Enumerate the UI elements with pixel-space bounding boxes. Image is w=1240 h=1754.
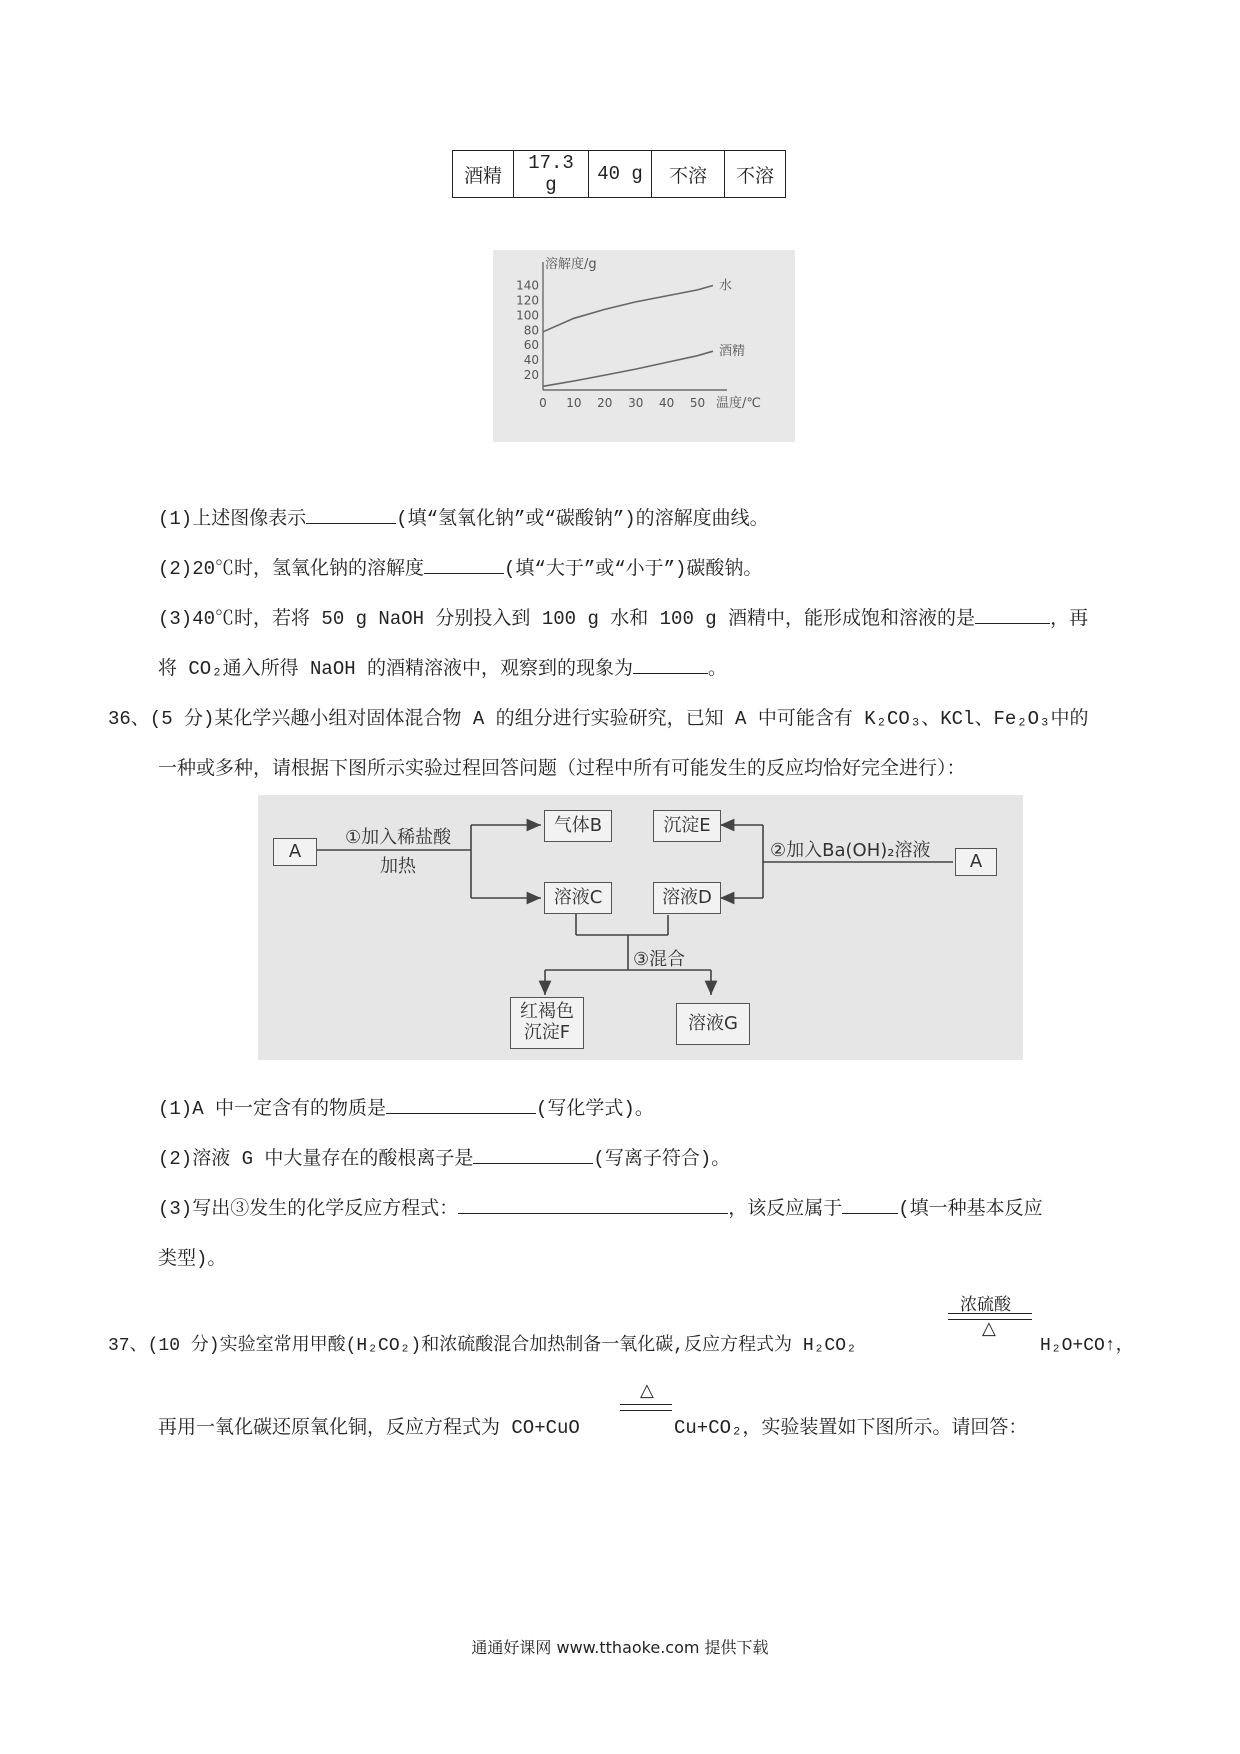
condition-heat-2: △ — [640, 1380, 654, 1401]
solubility-chart — [493, 250, 795, 442]
step3-label: ③混合 — [633, 949, 686, 970]
q36-item3-text-mid: ，该反应属于 — [728, 1198, 843, 1220]
table-cell: 40 g — [589, 151, 652, 198]
series-line — [543, 286, 713, 332]
step1-heat-label: 加热 — [380, 856, 416, 877]
q36-item1-text: (1)A 中一定含有的物质是 — [158, 1098, 387, 1120]
q35-item3-cont — [158, 653, 727, 680]
answer-blank[interactable] — [633, 653, 708, 674]
x-tick-label: 50 — [689, 396, 706, 410]
q36-item3-text-end: (填一种基本反应 — [898, 1198, 1043, 1220]
q36-item2-text-end: (写离子符合)。 — [593, 1148, 731, 1170]
equals-sign-2 — [620, 1404, 672, 1411]
q35-item3b-text: 将 CO₂通入所得 NaOH 的酒精溶液中，观察到的现象为 — [158, 658, 634, 680]
x-tick-label: 20 — [597, 396, 613, 410]
precipitate-f-line1: 红褐色 — [520, 1001, 574, 1023]
condition-heat-1: △ — [982, 1318, 996, 1339]
box-precipitate-e: 沉淀E — [653, 810, 721, 842]
box-solution-g: 溶液G — [676, 1003, 750, 1045]
q37-line2: 再用一氧化碳还原氧化铜，反应方程式为 CO+CuO — [158, 1417, 580, 1439]
y-tick-label: 120 — [516, 293, 539, 308]
condition-concentrated-acid: 浓硫酸 — [960, 1295, 1011, 1315]
q36-item1 — [158, 1093, 654, 1120]
box-solution-d: 溶液D — [653, 882, 721, 914]
box-precipitate-f — [510, 997, 584, 1049]
q36-item2 — [158, 1143, 730, 1170]
answer-blank[interactable] — [975, 603, 1050, 624]
answer-blank[interactable] — [473, 1143, 593, 1164]
series-label: 水 — [719, 278, 733, 294]
box-a-left: A — [273, 838, 317, 866]
q35-item1-text-end: (填“氢氧化钠”或“碳酸钠”)的溶解度曲线。 — [396, 508, 769, 530]
answer-blank[interactable] — [306, 503, 396, 524]
series-label: 酒精 — [719, 344, 746, 360]
q37-products2: Cu+CO₂，实验装置如下图所示。请回答： — [674, 1417, 1028, 1439]
y-tick-label: 20 — [523, 368, 539, 383]
box-gas-b: 气体B — [544, 810, 612, 842]
x-tick-label: 40 — [658, 396, 675, 410]
q35-item3-text: (3)40℃时，若将 50 g NaOH 分别投入到 100 g 水和 100 g 酒精中，能形成饱和溶液的是 — [158, 608, 976, 630]
step2-label: ②加入Ba(OH)₂溶液 — [770, 840, 931, 861]
footer-text: 通通好课网 www.tthaoke.com 提供下载 — [471, 1638, 769, 1657]
answer-blank[interactable] — [424, 553, 504, 574]
table-cell: 酒精 — [453, 151, 514, 198]
box-solution-c: 溶液C — [544, 882, 612, 914]
q36-item3 — [158, 1193, 1043, 1220]
q36-item3-cont: 类型)。 — [158, 1248, 227, 1270]
q35-item1 — [158, 503, 769, 530]
y-axis-label: 溶解度/g — [545, 257, 597, 272]
answer-blank[interactable] — [458, 1193, 728, 1214]
solubility-table — [452, 150, 786, 198]
y-tick-label: 140 — [516, 278, 539, 293]
q36-item2-text: (2)溶液 G 中大量存在的酸根离子是 — [158, 1148, 474, 1170]
x-tick-label: 30 — [628, 396, 644, 410]
x-tick-label: 10 — [566, 396, 582, 410]
table-cell: 不溶 — [725, 151, 786, 198]
x-tick-label: 0 — [539, 396, 547, 410]
x-axis-label: 温度/℃ — [716, 396, 761, 411]
q35-item2-text-end: (填“大于”或“小于”)碳酸钠。 — [504, 558, 763, 580]
precipitate-f-line2: 沉淀F — [523, 1022, 571, 1043]
y-tick-label: 80 — [523, 323, 539, 338]
step1-label: ①加入稀盐酸 — [345, 827, 452, 848]
answer-blank[interactable] — [842, 1193, 898, 1214]
box-a-right: A — [955, 848, 997, 876]
table-cell: 17.3 g — [514, 151, 589, 198]
series-line — [543, 351, 713, 386]
q37-line1: 37、(10 分)实验室常用甲酸(H₂CO₂)和浓硫酸混合加热制备一氧化碳,反应方程式为 H₂CO₂ — [108, 1336, 857, 1356]
y-tick-label: 60 — [523, 338, 539, 353]
y-tick-label: 100 — [516, 308, 539, 323]
q37-products1: H₂O+CO↑， — [1040, 1336, 1134, 1356]
q35-item2 — [158, 553, 762, 580]
q35-item2-text: (2)20℃时，氢氧化钠的溶解度 — [158, 558, 425, 580]
q35-item1-text: (1)上述图像表示 — [158, 508, 307, 530]
q36-item3-text: (3)写出③发生的化学反应方程式： — [158, 1198, 459, 1220]
q36-intro-line1: 36、(5 分)某化学兴趣小组对固体混合物 A 的组分进行实验研究，已知 A 中可能含有 K₂CO₃、KCl、Fe₂O₃中的 — [108, 708, 1089, 730]
q35-item3-text-end: ，再 — [1050, 608, 1089, 630]
q36-item1-text-end: (写化学式)。 — [536, 1098, 654, 1120]
table-cell: 不溶 — [652, 151, 725, 198]
answer-blank[interactable] — [386, 1093, 536, 1114]
y-tick-label: 40 — [523, 353, 539, 368]
q35-item3b-text-end: 。 — [708, 658, 728, 680]
q35-item3 — [158, 603, 1088, 630]
q36-intro-line2: 一种或多种，请根据下图所示实验过程回答问题（过程中所有可能发生的反应均恰好完全进行）： — [158, 758, 966, 780]
